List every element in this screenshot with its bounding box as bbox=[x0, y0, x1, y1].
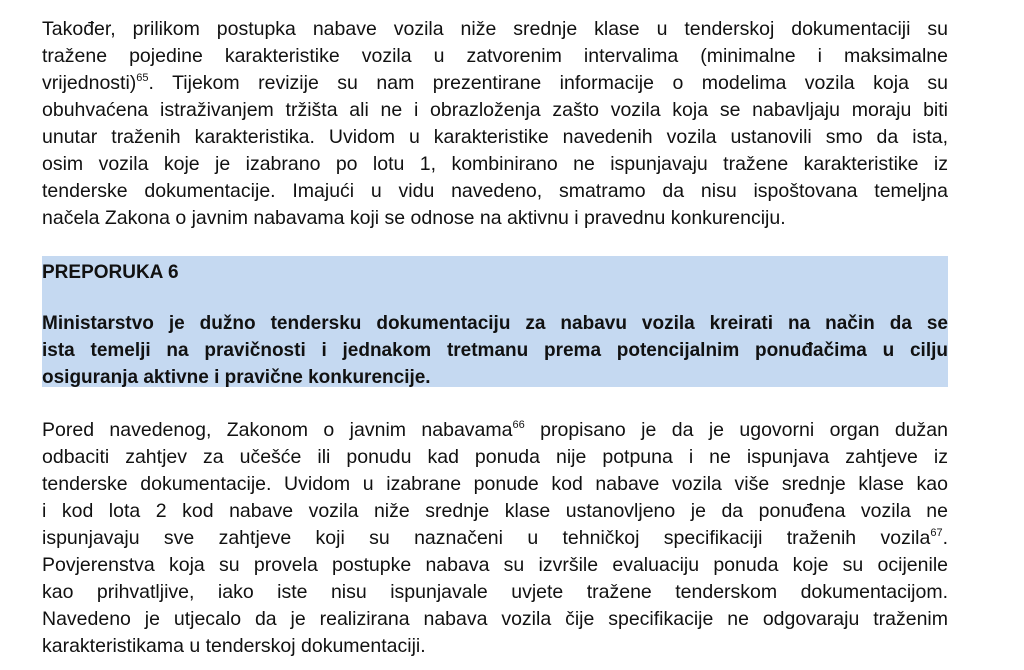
text-line: obuhvaćena istraživanjem tržišta ali ne i obrazloženja zašto vozila koja se nabavljaju moraju biti bbox=[42, 99, 948, 121]
text-line: Povjerenstva koja su provela postupke nabava su izvršile evaluaciju ponuda koje su ocijenile bbox=[42, 554, 948, 576]
paragraph-vehicle-characteristics bbox=[42, 16, 948, 232]
text-line: tražene pojedine karakteristike vozila u zatvorenim intervalima (minimalne i maksimalne bbox=[42, 45, 948, 67]
text-fragment: vrijednosti) bbox=[42, 72, 137, 94]
text-line: kao prihvatljive, iako iste nisu ispunjavale uvjete tražene tenderskom dokumentacijom. bbox=[42, 581, 948, 603]
text-fragment: . bbox=[942, 527, 948, 549]
text-line: osim vozila koje je izabrano po lotu 1, kombinirano ne ispunjavaju tražene karakteristike iz bbox=[42, 153, 948, 175]
recommendation-text bbox=[42, 311, 948, 392]
paragraph-tender-evaluation bbox=[42, 417, 948, 660]
text-line bbox=[42, 417, 948, 444]
text-line: tenderske dokumentacije. Imajući u vidu navedeno, smatramo da nisu ispoštovana temeljna bbox=[42, 180, 948, 202]
text-line: Navedeno je utjecalo da je realizirana nabava vozila čije specifikacije ne odgovaraju traženim bbox=[42, 608, 948, 630]
text-fragment: ispunjavaju sve zahtjeve koji su naznačeni u tehničkoj specifikaciji traženih vozila bbox=[42, 527, 931, 549]
recommendation-line: ista temelji na pravičnosti i jednakom tretmanu prema potencijalnim ponuđačima u cilju bbox=[42, 340, 948, 361]
text-line: tenderske dokumentacije. Uvidom u izabrane ponude kod nabave vozila više srednje klase kao bbox=[42, 473, 948, 495]
text-line: načela Zakona o javnim nabavama koji se odnose na aktivnu i pravednu konkurenciju. bbox=[42, 207, 786, 229]
footnote-ref-67[interactable]: 67 bbox=[930, 527, 943, 539]
footnote-ref-65[interactable]: 65 bbox=[136, 72, 149, 84]
text-line: unutar traženih karakteristika. Uvidom u karakteristike navedenih vozila ustanovili smo da ista, bbox=[42, 126, 948, 148]
text-line: karakteristikama u tenderskoj dokumentaciji. bbox=[42, 635, 426, 657]
text-line: vrijednosti)$^{65}$. Tijekom revizije su nam prezentirane informacije o modelima vozila koja su bbox=[42, 72, 948, 94]
recommendation-box bbox=[42, 256, 948, 387]
recommendation-line: osiguranja aktivne i pravične konkurencije. bbox=[42, 367, 431, 388]
recommendation-line: Ministarstvo je dužno tendersku dokumentaciju za nabavu vozila kreirati na način da se bbox=[42, 313, 948, 334]
footnote-ref-66[interactable]: 66 bbox=[512, 419, 525, 431]
text-fragment: Pored navedenog, Zakonom o javnim nabavama bbox=[42, 419, 513, 441]
text-line bbox=[42, 525, 948, 552]
text-fragment: propisano je da je ugovorni organ dužan bbox=[524, 419, 948, 441]
text-fragment: Tijekom revizije su nam prezentirane informacije o modelima vozila koja su bbox=[172, 72, 948, 94]
text-line: i kod lota 2 kod nabave vozila niže srednje klase ustanovljeno je da ponuđena vozila ne bbox=[42, 500, 948, 522]
recommendation-title: PREPORUKA 6 bbox=[42, 262, 179, 283]
text-line: odbaciti zahtjev za učešće ili ponudu kad ponuda nije potpuna i ne ispunjava zahtjeve iz bbox=[42, 446, 948, 468]
text-line: Također, prilikom postupka nabave vozila niže srednje klase u tenderskoj dokumentaciji su bbox=[42, 18, 948, 40]
